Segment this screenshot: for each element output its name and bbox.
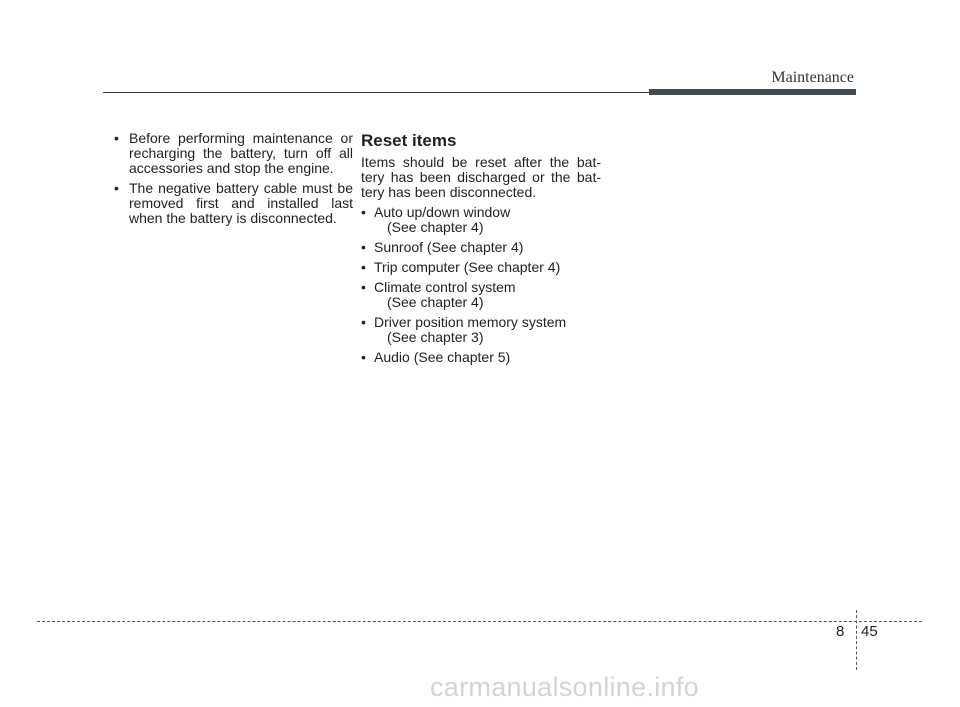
header-rule-thin <box>103 92 649 93</box>
footer-vertical-divider <box>856 610 857 670</box>
bullet-line: accessories and stop the engine. <box>129 160 334 176</box>
bullet-line: recharging the battery, turn off all <box>129 145 353 161</box>
bullet-marker: • <box>361 349 366 365</box>
footer-divider <box>37 621 922 622</box>
item-subline: (See chapter 4) <box>387 294 484 310</box>
item-line: Auto up/down window <box>374 204 511 220</box>
list-item <box>361 280 601 310</box>
page-number: 45 <box>861 623 878 640</box>
bullet-line: The negative battery cable must be <box>129 180 353 196</box>
list-item <box>361 260 601 275</box>
bullet-marker: • <box>361 314 366 330</box>
list-item <box>103 181 353 226</box>
item-line: Sunroof (See chapter 4) <box>374 239 524 255</box>
bullet-marker: • <box>114 130 119 146</box>
intro-paragraph <box>361 155 601 200</box>
left-column <box>103 131 353 231</box>
section-heading: Reset items <box>361 131 457 150</box>
list-item <box>361 205 601 235</box>
intro-line: tery has been discharged or the bat- <box>361 169 601 185</box>
intro-line: Items should be reset after the bat- <box>361 154 601 170</box>
list-item <box>103 131 353 176</box>
bullet-line: Before performing maintenance or <box>129 130 353 146</box>
item-subline: (See chapter 3) <box>387 329 484 345</box>
bullet-line: when the battery is disconnected. <box>129 210 337 226</box>
item-subline: (See chapter 4) <box>387 219 484 235</box>
bullet-marker: • <box>361 204 366 220</box>
chapter-number: 8 <box>836 623 845 640</box>
watermark: carmanualsonline.info <box>430 672 699 702</box>
list-item <box>361 315 601 345</box>
bullet-marker: • <box>361 259 366 275</box>
bullet-marker: • <box>361 239 366 255</box>
list-item <box>361 240 601 255</box>
bullet-marker: • <box>361 279 366 295</box>
item-line: Driver position memory system <box>374 314 567 330</box>
item-line: Climate control system <box>374 279 516 295</box>
list-item <box>361 350 601 365</box>
bullet-marker: • <box>114 180 119 196</box>
header-rule-thick <box>649 89 856 95</box>
reset-items-section <box>361 131 601 370</box>
item-line: Audio (See chapter 5) <box>374 349 511 365</box>
section-title: Maintenance <box>771 69 854 86</box>
intro-line: tery has been disconnected. <box>361 184 537 200</box>
bullet-line: removed first and installed last <box>129 195 353 211</box>
item-line: Trip computer (See chapter 4) <box>374 259 561 275</box>
